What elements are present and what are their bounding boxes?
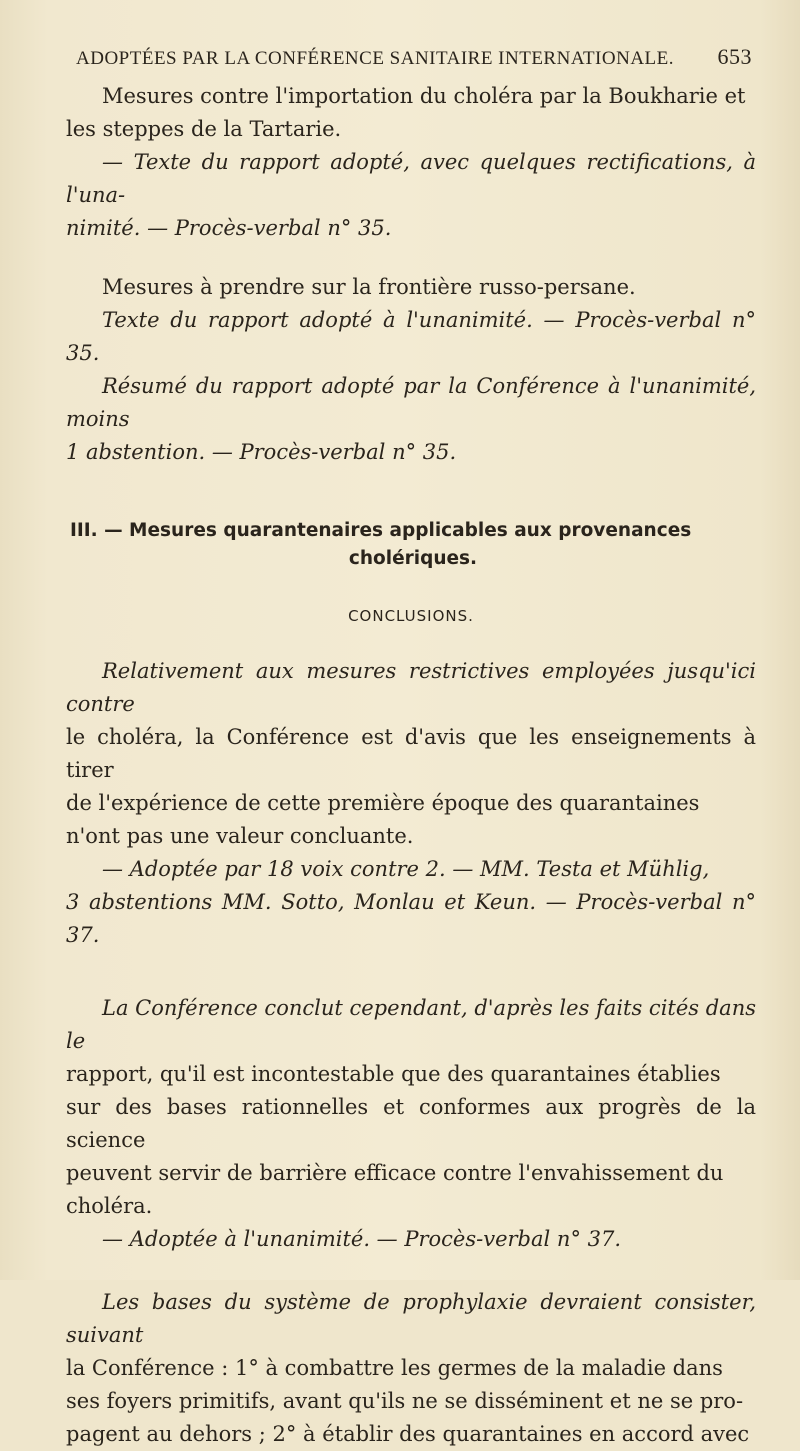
text-line: nimité. — Procès-verbal n° 35. <box>66 216 392 240</box>
text-line: sur des bases rationnelles et conformes aux progrès de la science <box>66 1095 756 1152</box>
paragraph-conclut <box>66 992 756 1256</box>
text-line: Relativement aux mesures restrictives employées jusqu'ici contre <box>66 659 756 716</box>
text-line: n'ont pas une valeur concluante. <box>66 824 414 848</box>
text-line: le choléra, la Conférence est d'avis que les enseignements à tirer <box>66 725 756 782</box>
text-line: Résumé du rapport adopté par la Conférence à l'unanimité, moins <box>66 374 756 431</box>
text-line: ses foyers primitifs, avant qu'ils ne se disséminent et ne se pro- <box>66 1389 744 1413</box>
text-line: rapport, qu'il est incontestable que des quarantaines établies <box>66 1062 721 1086</box>
text-line: choléra. <box>66 1194 153 1218</box>
paragraph-frontiere <box>66 271 756 469</box>
text-line: — Adoptée par 18 voix contre 2. — MM. Testa et Mühlig, <box>102 857 710 881</box>
text-line: la Conférence : 1° à combattre les germes de la maladie dans <box>66 1356 723 1380</box>
text-line: La Conférence conclut cependant, d'après les faits cités dans le <box>66 996 756 1053</box>
text-line: peuvent servir de barrière efficace contre l'envahissement du <box>66 1161 724 1185</box>
text-line: Les bases du système de prophylaxie devraient consister, suivant <box>66 1290 756 1347</box>
text-line: — Texte du rapport adopté, avec quelques rectifications, à l'una- <box>66 150 756 207</box>
page-content <box>66 44 756 1451</box>
text-line: Texte du rapport adopté à l'unanimité. — Procès-verbal n° 35. <box>66 308 756 365</box>
text-line: 1 abstention. — Procès-verbal n° 35. <box>66 440 457 464</box>
section-title-cont: cholériques. <box>348 548 478 569</box>
paragraph-bases <box>66 1286 756 1451</box>
text-line: 3 abstentions MM. Sotto, Monlau et Keun. — Procès-verbal n° 37. <box>66 890 756 947</box>
text-line: Mesures contre l'importation du choléra par la Boukharie et <box>102 84 746 108</box>
text-line: les steppes de la Tartarie. <box>66 117 342 141</box>
text-line: de l'expérience de cette première époque des quarantaines <box>66 791 700 815</box>
page-header <box>76 44 756 70</box>
paragraph-boukharie <box>66 80 756 245</box>
section-heading <box>66 517 756 573</box>
running-title: ADOPTÉES PAR LA CONFÉRENCE SANITAIRE INTERNATIONALE. <box>76 48 675 69</box>
section-title: III. — Mesures quarantenaires applicables aux provenances <box>70 520 692 541</box>
page-number: 653 <box>717 44 752 69</box>
text-line: — Adoptée à l'unanimité. — Procès-verbal n° 37. <box>102 1227 622 1251</box>
paragraph-relativement <box>66 655 756 952</box>
text-line: Mesures à prendre sur la frontière russo-persane. <box>102 275 636 299</box>
text-line: pagent au dehors ; 2° à établir des quarantaines en accord avec <box>66 1422 750 1446</box>
conclusions-heading: CONCLUSIONS. <box>348 607 474 625</box>
